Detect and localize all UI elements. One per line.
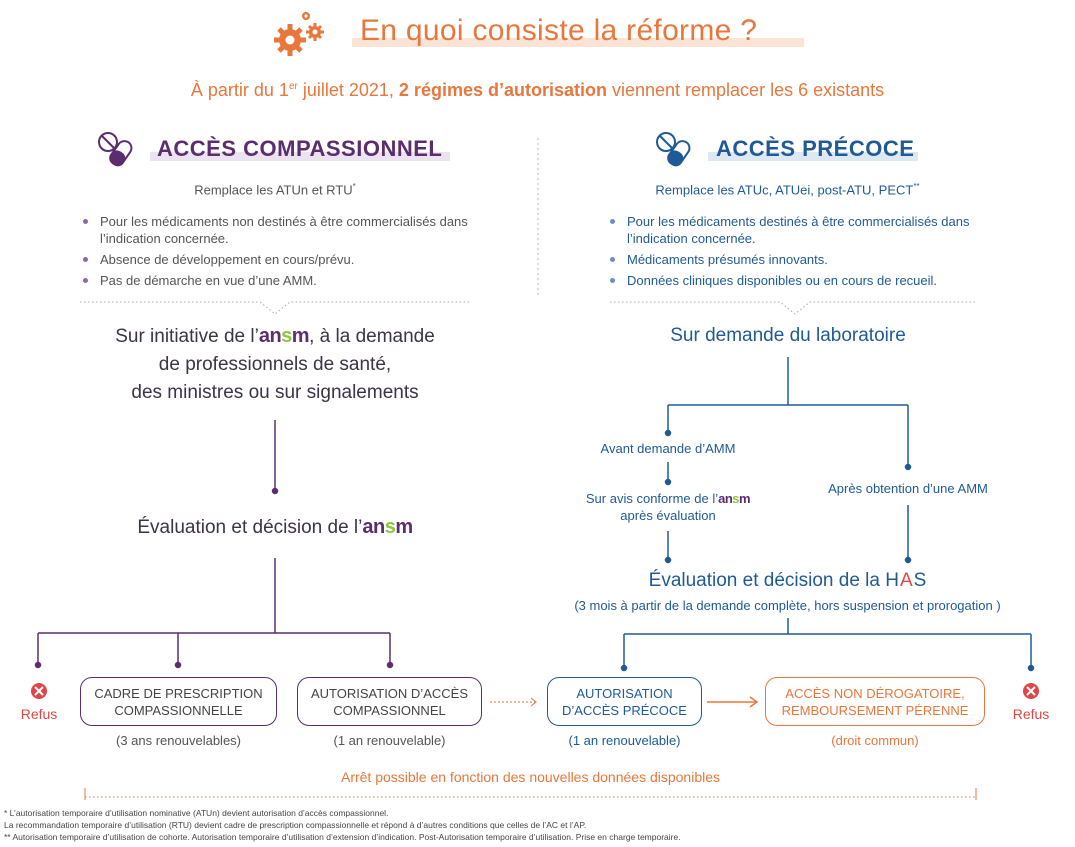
list-item: Absence de développement en cours/prévu. xyxy=(80,251,480,268)
box-acces-non-derogatoire: ACCÈS NON DÉROGATOIRE, REMBOURSEMENT PÉRENNE xyxy=(765,677,985,726)
ansm-logo-part: m xyxy=(291,325,310,347)
ansm-opinion-text-2: après évaluation xyxy=(620,508,716,523)
pills-icon xyxy=(657,133,692,168)
initiative-text-4: des ministres ou sur signalements xyxy=(131,382,419,403)
right-replaces-mark: ** xyxy=(913,182,920,191)
has-logo-part: S xyxy=(913,570,928,591)
footnote: ** Autorisation temporaire d’utilisation de cohorte. Autorisation temporaire d’utilisation d’extension d’indication. Post-Autorisation temporaire d’utilisation. Prise en charge temporaire. xyxy=(4,832,681,842)
ansm-logo-part: an xyxy=(258,325,282,347)
left-replaces-text: Remplace les ATUn et RTU xyxy=(194,182,353,198)
left-replaces xyxy=(80,182,470,197)
ansm-logo-part: m xyxy=(739,491,751,506)
list-item: Données cliniques disponibles ou en cours de recueil. xyxy=(607,272,1007,289)
box-autorisation-compassionnel: AUTORISATION D’ACCÈS COMPASSIONNEL xyxy=(297,677,482,726)
ansm-logo-part: an xyxy=(362,516,385,538)
has-logo-part: A xyxy=(899,570,914,591)
ansm-logo-part: an xyxy=(718,491,733,506)
after-amm: Après obtention d’une AMM xyxy=(828,481,988,496)
ansm-opinion-text-1: Sur avis conforme de l’ xyxy=(585,491,719,506)
box-compassionnel-note: (1 an renouvelable) xyxy=(333,733,446,748)
ansm-logo-part: s xyxy=(384,516,396,538)
ansm-logo xyxy=(718,491,750,506)
pills-icon xyxy=(99,133,134,168)
has-logo-part: H xyxy=(885,570,900,591)
stop-note: Arrêt possible en fonction des nouvelles données disponibles xyxy=(340,769,721,785)
subtitle-pre: À partir du 1 xyxy=(190,80,289,100)
list-item: Pas de démarche en vue d’une AMM. xyxy=(80,272,480,289)
section-title-compassionate: ACCÈS COMPASSIONNEL xyxy=(157,136,443,161)
box-cadre-prescription: CADRE DE PRESCRIPTION COMPASSIONNELLE xyxy=(80,677,277,726)
subtitle-mid: juillet 2021, xyxy=(297,80,399,100)
footnotes xyxy=(4,807,681,843)
gears-icon xyxy=(274,12,324,56)
ansm-logo-part: m xyxy=(395,516,413,538)
ansm-opinion xyxy=(548,490,788,524)
ansm-logo xyxy=(362,516,412,538)
box-autorisation-precoce: AUTORISATION D’ACCÈS PRÉCOCE xyxy=(547,677,702,726)
initiative-text-1: Sur initiative de l’ xyxy=(115,326,259,347)
list-item: Médicaments présumés innovants. xyxy=(607,251,1007,268)
left-replaces-mark: * xyxy=(352,182,356,191)
box-precoce-note: (1 an renouvelable) xyxy=(568,733,681,748)
right-evaluation xyxy=(590,567,986,595)
box-cadre-note: (3 ans renouvelables) xyxy=(115,733,242,748)
ansm-logo xyxy=(259,325,309,347)
evaluation-delay: (3 mois à partir de la demande complète, hors suspension et prorogation ) xyxy=(574,598,1001,613)
right-replaces-text: Remplace les ATUc, ATUei, post-ATU, PECT xyxy=(655,182,914,198)
right-evaluation-text: Évaluation et décision de la xyxy=(648,570,880,591)
before-amm: Avant demande d’AMM xyxy=(600,441,736,456)
section-title-early-access: ACCÈS PRÉCOCE xyxy=(716,136,915,161)
right-bullet-list xyxy=(607,213,1007,293)
list-item: Pour les médicaments destinés à être commercialisés dans l’indication concernée. xyxy=(607,213,1007,247)
ansm-logo-part: s xyxy=(732,491,740,506)
left-bullet-list xyxy=(80,213,480,293)
ansm-logo-part: s xyxy=(281,325,292,347)
right-request: Sur demande du laboratoire xyxy=(670,325,906,346)
initiative-text-3: de professionnels de santé, xyxy=(158,354,392,375)
initiative-text-2: , à la demande xyxy=(309,326,435,347)
footnote: La recommandation temporaire d’utilisation (RTU) devient cadre de prescription compassionnelle et répond à d’autres conditions que celles de l’AC et l’AP. xyxy=(4,820,587,830)
left-refus-label: Refus xyxy=(20,706,58,722)
refus-icon xyxy=(31,683,47,699)
left-evaluation xyxy=(60,513,490,542)
box-droit-commun-note: (droit commun) xyxy=(831,733,919,748)
subtitle-bold: 2 régimes d’autorisation xyxy=(398,80,607,100)
footnote: * L’autorisation temporaire d’utilisation nominative (ATUn) devient autorisation d’accès compassionnel. xyxy=(4,808,389,818)
subtitle-sup: er xyxy=(288,81,298,92)
right-refus-label: Refus xyxy=(1012,706,1050,722)
arrow-right-icon xyxy=(707,697,757,707)
left-initiative xyxy=(60,322,490,407)
subtitle-post: viennent remplacer les 6 existants xyxy=(606,80,885,100)
arrow-right-icon xyxy=(490,698,536,706)
refus-icon xyxy=(1023,683,1039,699)
has-logo xyxy=(885,570,927,591)
right-replaces xyxy=(595,182,980,197)
left-evaluation-text: Évaluation et décision de l’ xyxy=(137,517,363,538)
list-item: Pour les médicaments non destinés à être commercialisés dans l’indication concernée. xyxy=(80,213,480,247)
page-subtitle xyxy=(0,80,1075,101)
page-title: En quoi consiste la réforme ? xyxy=(360,14,758,47)
